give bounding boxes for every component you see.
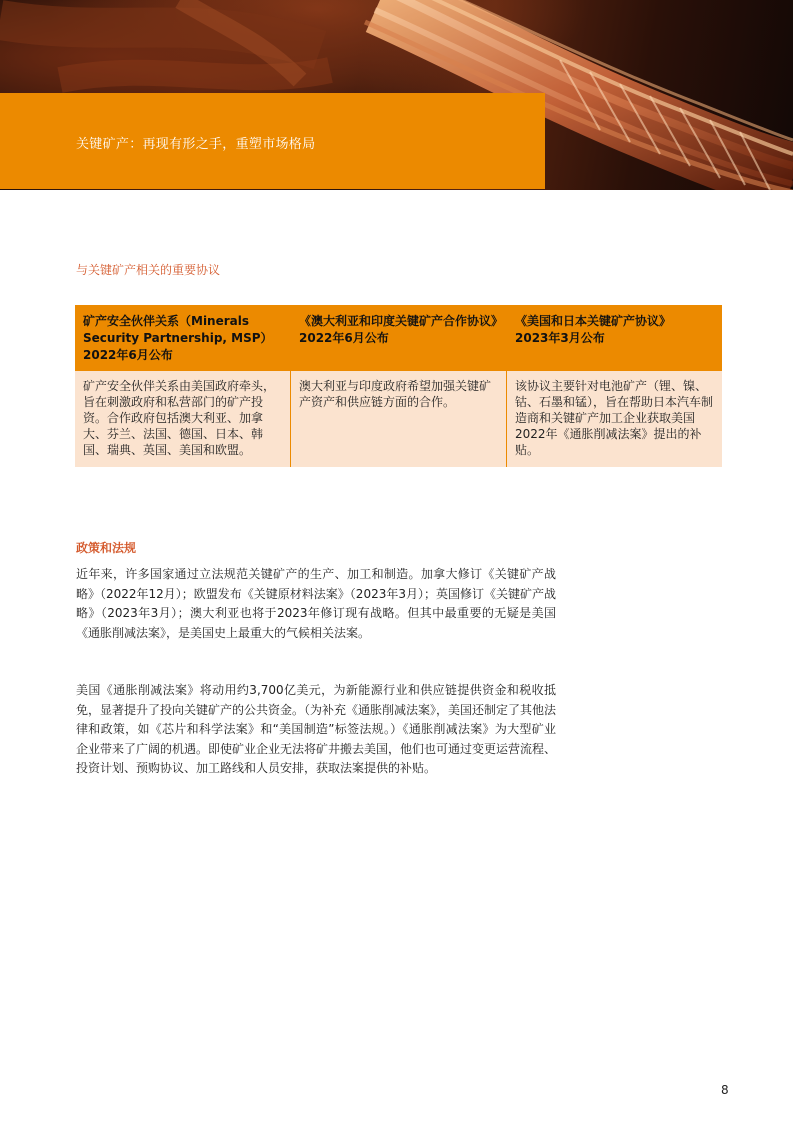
agreement-description: 矿产安全伙伴关系由美国政府牵头，旨在刺激政府和私营部门的矿产投资。合作政府包括澳大利亚、加拿大、芬兰、法国、德国、日本、韩国、瑞典、英国、美国和欧盟。 (83, 379, 276, 457)
agreements-header-row (75, 305, 722, 371)
policy-paragraph: 近年来，许多国家通过立法规范关键矿产的生产、加工和制造。加拿大修订《关键矿产战略》（2022年12月）；欧盟发布《关键原材料法案》（2023年3月）；英国修订《关键矿产战略》（2023年3月）；澳大利亚也将于2023年修订现有战略。但其中最重要的无疑是美国《通胀削减法案》，是美国史上最重大的气候相关法案。 (76, 567, 556, 640)
agreement-name: 《澳大利亚和印度关键矿产合作协议》 (299, 314, 504, 328)
agreements-table (75, 305, 722, 467)
agreement-name: 《美国和日本关键矿产协议》 (515, 314, 672, 328)
policy-heading: 政策和法规 (76, 541, 137, 555)
agreement-date: 2022年6月公布 (83, 348, 173, 362)
header-photo (0, 0, 793, 190)
agreement-description-msp (75, 371, 291, 467)
agreement-name: 矿产安全伙伴关系（Minerals Security Partnership, MSP） (83, 314, 273, 345)
policy-paragraph: 美国《通胀削减法案》将动用约3,700亿美元，为新能源行业和供应链提供资金和税收抵免，显著提升了投向关键矿产的公共资金。（为补充《通胀削减法案》，美国还制定了其他法律和政策，如《芯片和科学法案》和“美国制造”标签法规。）《通胀削减法案》为大型矿业企业带来了广阔的机遇。即使矿业企业无法将矿井搬去美国，他们也可通过变更运营流程、投资计划、预购协议、加工路线和人员安排，获取法案提供的补贴。 (76, 683, 557, 775)
agreement-description: 该协议主要针对电池矿产（锂、镍、钴、石墨和锰），旨在帮助日本汽车制造商和关键矿产加工企业获取美国2022年《通胀削减法案》提出的补贴。 (515, 379, 714, 457)
agreement-description-us-japan (507, 371, 722, 467)
agreement-header-msp (75, 305, 291, 371)
agreement-date: 2023年3月公布 (515, 331, 605, 345)
agreement-header-us-japan (507, 305, 722, 371)
agreements-body-row (75, 371, 722, 467)
agreement-header-australia-india (291, 305, 507, 371)
agreements-caption: 与关键矿产相关的重要协议 (76, 263, 221, 277)
agreement-description: 澳大利亚与印度政府希望加强关键矿产资产和供应链方面的合作。 (299, 379, 492, 409)
agreement-description-australia-india (291, 371, 507, 467)
page-number: 8 (721, 1083, 729, 1097)
header-title: 关键矿产：再现有形之手，重塑市场格局 (76, 137, 316, 152)
agreement-date: 2022年6月公布 (299, 331, 389, 345)
